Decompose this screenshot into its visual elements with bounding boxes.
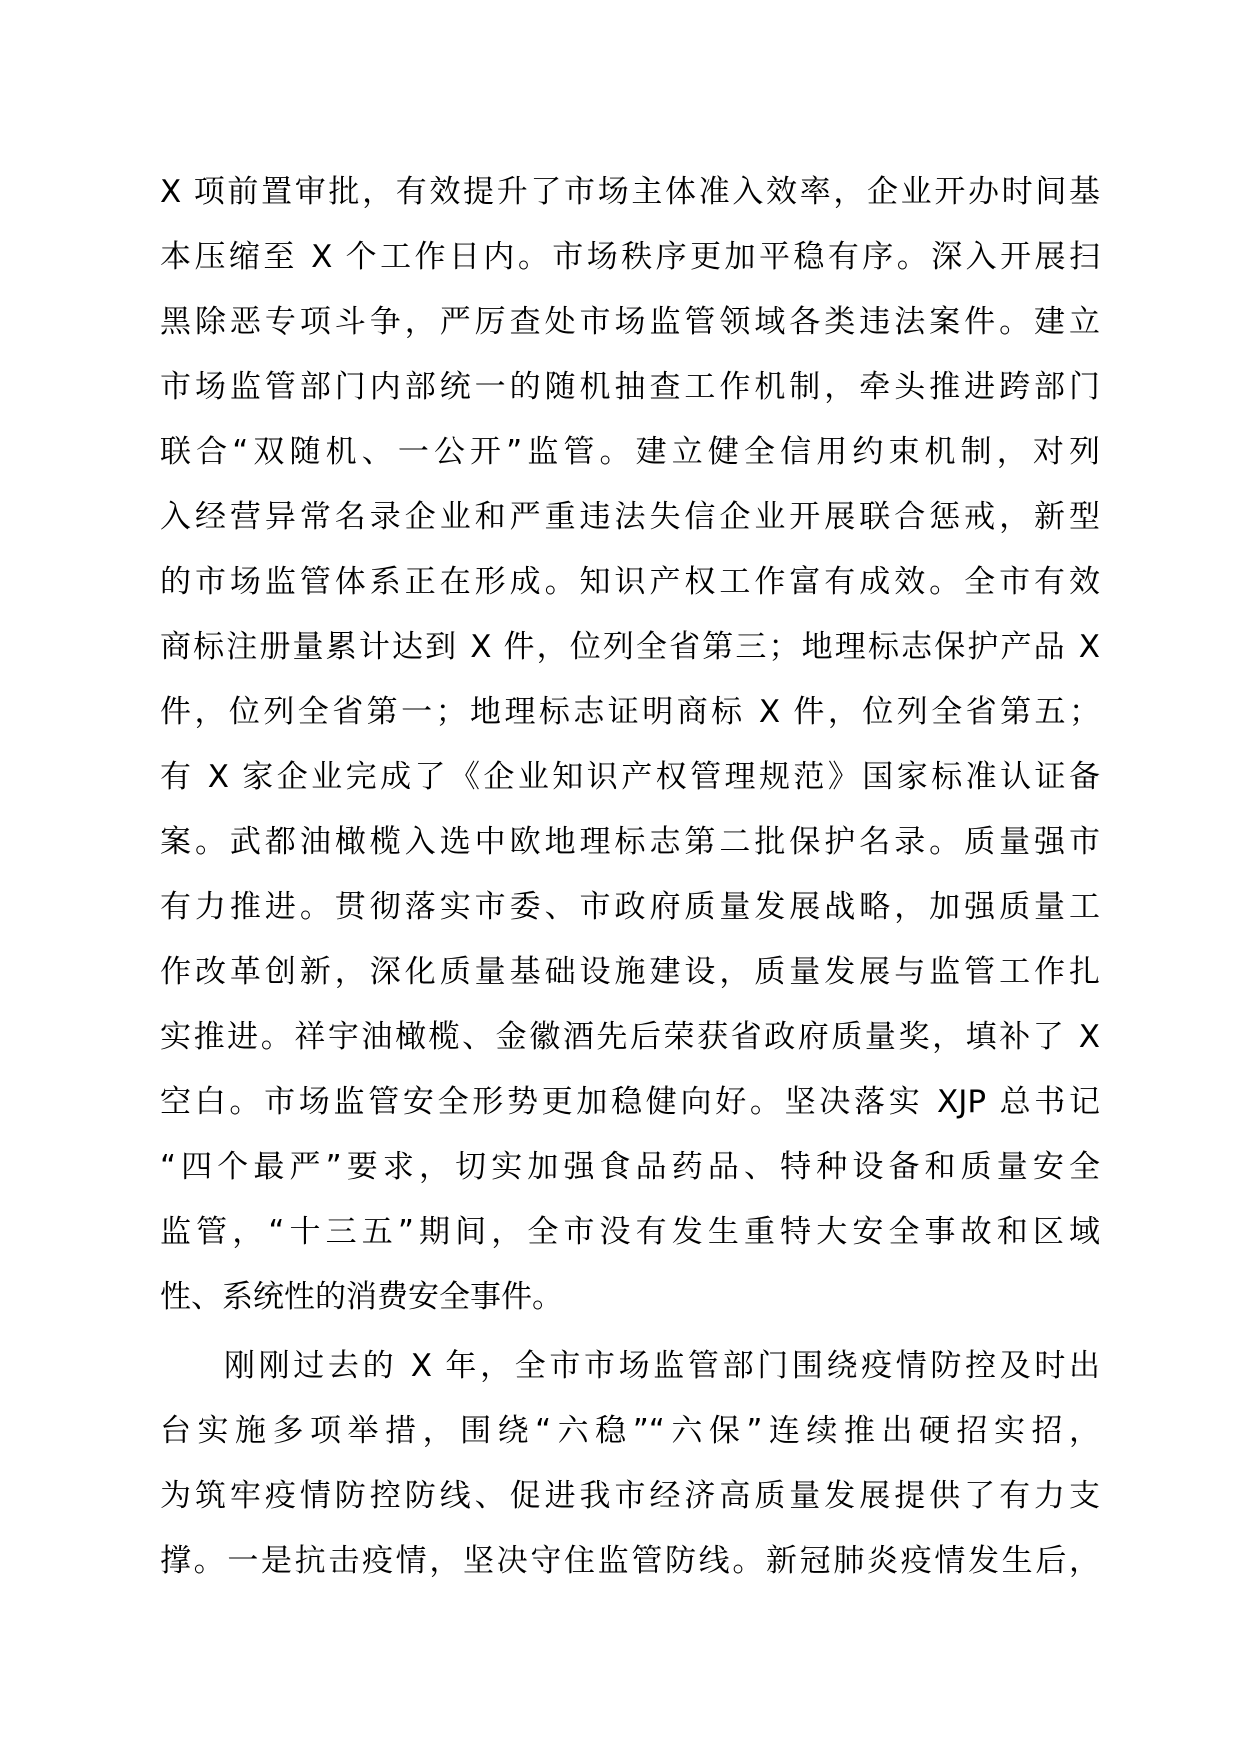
text-line: 有力推进。贯彻落实市委、市政府质量发展战略，加强质量工: [160, 889, 1100, 925]
text-line: 实推进。祥宇油橄榄、金徽酒先后荣获省政府质量奖，填补了 X: [160, 1019, 1100, 1055]
text-line: 商标注册量累计达到 X 件，位列全省第三；地理标志保护产品 X: [160, 629, 1100, 665]
text-line: “四个最严”要求，切实加强食品药品、特种设备和质量安全: [160, 1149, 1100, 1185]
text-line: 作改革创新，深化质量基础设施建设，质量发展与监管工作扎: [160, 954, 1100, 990]
text-line: 刚刚过去的 X 年，全市市场监管部门围绕疫情防控及时出: [224, 1348, 1100, 1384]
text-line: 为筑牢疫情防控防线、促进我市经济高质量发展提供了有力支: [160, 1478, 1100, 1514]
text-line: X 项前置审批，有效提升了市场主体准入效率，企业开办时间基: [160, 174, 1100, 210]
text-line: 监管，“十三五”期间，全市没有发生重特大安全事故和区域: [160, 1214, 1100, 1250]
text-line: 有 X 家企业完成了《企业知识产权管理规范》国家标准认证备: [160, 759, 1100, 795]
text-line: 的市场监管体系正在形成。知识产权工作富有成效。全市有效: [160, 564, 1100, 600]
text-line: 联合“双随机、一公开”监管。建立健全信用约束机制，对列: [160, 434, 1100, 470]
text-line: 案。武都油橄榄入选中欧地理标志第二批保护名录。质量强市: [160, 824, 1100, 860]
text-line: 撑。一是抗击疫情，坚决守住监管防线。新冠肺炎疫情发生后，: [160, 1543, 1100, 1579]
text-line: 件，位列全省第一；地理标志证明商标 X 件，位列全省第五；: [160, 694, 1100, 730]
text-line: 本压缩至 X 个工作日内。市场秩序更加平稳有序。深入开展扫: [160, 239, 1100, 275]
document-body: [160, 160, 1100, 1594]
paragraph-1: [160, 160, 1100, 1330]
text-line: 台实施多项举措，围绕“六稳”“六保”连续推出硬招实招，: [160, 1413, 1100, 1449]
text-line: 入经营异常名录企业和严重违法失信企业开展联合惩戒，新型: [160, 499, 1100, 535]
text-line: 空白。市场监管安全形势更加稳健向好。坚决落实 XJP 总书记: [160, 1084, 1100, 1120]
text-line: 性、系统性的消费安全事件。: [160, 1279, 563, 1315]
text-line: 市场监管部门内部统一的随机抽查工作机制，牵头推进跨部门: [160, 369, 1100, 405]
paragraph-2: [160, 1334, 1100, 1594]
text-line: 黑除恶专项斗争，严厉查处市场监管领域各类违法案件。建立: [160, 304, 1100, 340]
